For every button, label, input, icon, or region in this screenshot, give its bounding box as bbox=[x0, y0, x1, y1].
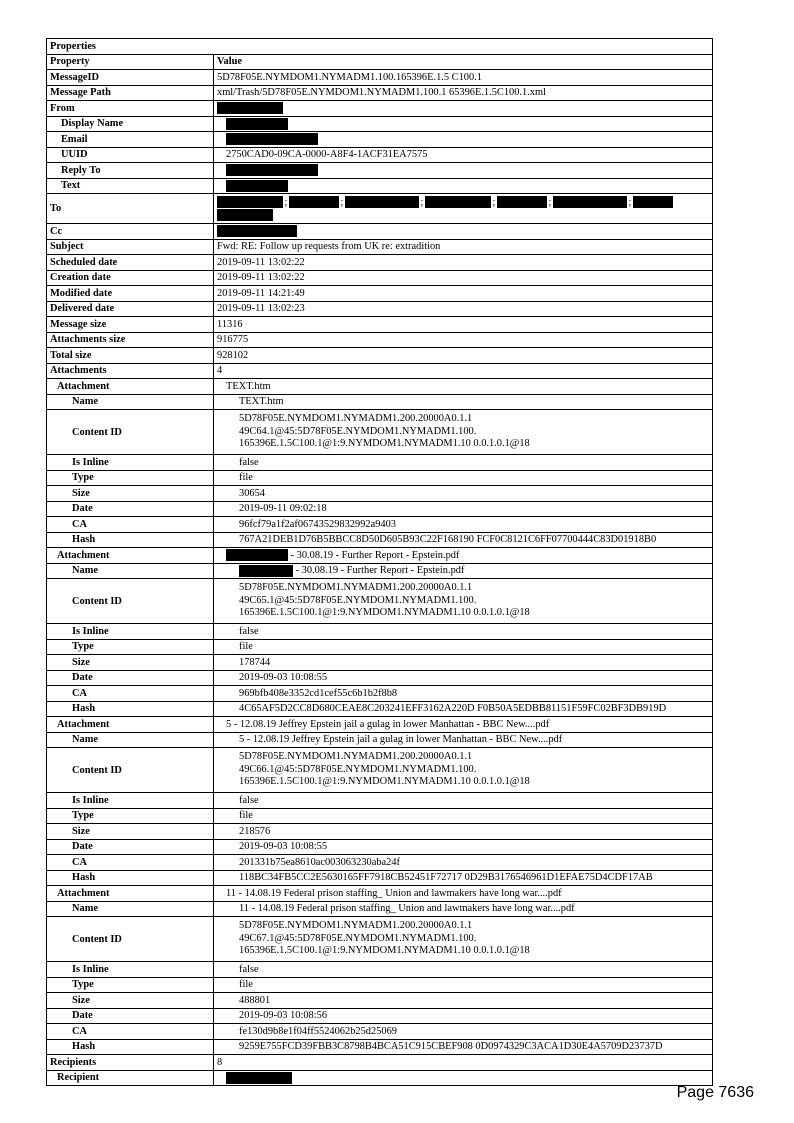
row-label: Content ID bbox=[47, 917, 214, 962]
table-row bbox=[47, 839, 713, 855]
redaction-block bbox=[226, 180, 288, 192]
row-label: Is Inline bbox=[47, 455, 214, 471]
table-row bbox=[47, 286, 713, 302]
redaction-block bbox=[633, 196, 673, 208]
row-label: Size bbox=[47, 655, 214, 671]
message-path-value: xml/Trash/5D78F05E.NYMDOM1.NYMADM1.100.1 65396E.1.5C100.1.xml bbox=[214, 85, 713, 101]
table-row bbox=[47, 901, 713, 917]
separator: ; bbox=[548, 196, 552, 208]
redaction-block bbox=[289, 196, 339, 208]
row-label: Is Inline bbox=[47, 962, 214, 978]
value-column-header: Value bbox=[214, 54, 713, 70]
row-label: Type bbox=[47, 808, 214, 824]
separator: ; bbox=[420, 196, 424, 208]
row-label: Display Name bbox=[47, 116, 214, 132]
redaction-block bbox=[226, 549, 288, 561]
attachment-name-value: 11 - 14.08.19 Federal prison staffing_ Union and lawmakers have long war....pdf bbox=[214, 901, 713, 917]
row-label: Size bbox=[47, 486, 214, 502]
redaction-block bbox=[553, 196, 627, 208]
table-row bbox=[47, 563, 713, 579]
row-label: Content ID bbox=[47, 579, 214, 624]
row-label: UUID bbox=[47, 147, 214, 163]
row-label: Hash bbox=[47, 870, 214, 886]
table-row bbox=[47, 977, 713, 993]
content-id-line: 165396E.1.5C100.1@1:9.NYMDOM1.NYMADM1.10 0.0.1.0.1@18 bbox=[239, 438, 530, 450]
message-size-value: 11316 bbox=[214, 317, 713, 333]
row-label: Date bbox=[47, 1008, 214, 1024]
redaction-block bbox=[226, 1072, 292, 1084]
date-value: 2019-09-03 10:08:55 bbox=[214, 839, 713, 855]
from-value bbox=[214, 101, 713, 117]
table-row bbox=[47, 748, 713, 793]
redaction-block bbox=[497, 196, 547, 208]
row-label: From bbox=[47, 101, 214, 117]
table-row bbox=[47, 270, 713, 286]
table-row bbox=[47, 824, 713, 840]
recipients-count-value: 8 bbox=[214, 1055, 713, 1071]
row-label: Email bbox=[47, 132, 214, 148]
table-row bbox=[47, 70, 713, 86]
redaction-block bbox=[217, 209, 273, 221]
is-inline-value: false bbox=[214, 793, 713, 809]
to-value bbox=[214, 194, 713, 224]
table-row bbox=[47, 394, 713, 410]
row-label: Recipient bbox=[47, 1070, 214, 1086]
table-row bbox=[47, 670, 713, 686]
content-id-line: 165396E.1.5C100.1@1:9.NYMDOM1.NYMADM1.10 0.0.1.0.1@18 bbox=[239, 776, 530, 788]
table-row bbox=[47, 855, 713, 871]
table-row bbox=[47, 332, 713, 348]
table-row bbox=[47, 116, 713, 132]
row-label: To bbox=[47, 194, 214, 224]
table-row bbox=[47, 962, 713, 978]
row-label: CA bbox=[47, 517, 214, 533]
table-row bbox=[47, 101, 713, 117]
attachment-name-value: 5 - 12.08.19 Jeffrey Epstein jail a gulag in lower Manhattan - BBC New....pdf bbox=[214, 732, 713, 748]
redaction-block bbox=[226, 133, 318, 145]
row-label: Recipients bbox=[47, 1055, 214, 1071]
row-label: Attachments size bbox=[47, 332, 214, 348]
redaction-block bbox=[226, 164, 318, 176]
recipient-value bbox=[214, 1070, 713, 1086]
table-row bbox=[47, 224, 713, 240]
row-label: Content ID bbox=[47, 410, 214, 455]
table-row bbox=[47, 579, 713, 624]
row-label: Creation date bbox=[47, 270, 214, 286]
is-inline-value: false bbox=[214, 624, 713, 640]
attachment-title-value: TEXT.htm bbox=[214, 379, 713, 395]
table-row bbox=[47, 1039, 713, 1055]
table-row bbox=[47, 1008, 713, 1024]
content-id-line: 5D78F05E.NYMDOM1.NYMADM1.200.20000A0.1.1 bbox=[239, 582, 473, 594]
display-name-value bbox=[214, 116, 713, 132]
row-label: Is Inline bbox=[47, 793, 214, 809]
row-label: Name bbox=[47, 732, 214, 748]
delivered-date-value: 2019-09-11 13:02:23 bbox=[214, 301, 713, 317]
properties-table bbox=[46, 38, 713, 1086]
row-label: Name bbox=[47, 394, 214, 410]
table-row bbox=[47, 132, 713, 148]
redaction-block bbox=[345, 196, 419, 208]
row-label: Date bbox=[47, 501, 214, 517]
table-row bbox=[47, 870, 713, 886]
content-id-line: 165396E.1.5C100.1@1:9.NYMDOM1.NYMADM1.10 0.0.1.0.1@18 bbox=[239, 945, 530, 957]
table-row bbox=[47, 486, 713, 502]
redaction-block bbox=[239, 565, 293, 577]
table-row bbox=[47, 517, 713, 533]
table-row bbox=[47, 301, 713, 317]
modified-date-value: 2019-09-11 14:21:49 bbox=[214, 286, 713, 302]
table-row bbox=[47, 178, 713, 194]
content-id-line: 49C66.1@45:5D78F05E.NYMDOM1.NYMADM1.100. bbox=[239, 763, 477, 775]
separator: ; bbox=[340, 196, 344, 208]
table-title-row bbox=[47, 39, 713, 55]
row-label: Modified date bbox=[47, 286, 214, 302]
scheduled-date-value: 2019-09-11 13:02:22 bbox=[214, 255, 713, 271]
ca-value: fe130d9b8e1f04ff5524062b25d25069 bbox=[214, 1024, 713, 1040]
row-label: Attachment bbox=[47, 548, 214, 564]
row-label: Type bbox=[47, 977, 214, 993]
row-label: CA bbox=[47, 686, 214, 702]
attachment-name-value: TEXT.htm bbox=[214, 394, 713, 410]
attachment-title-value: 5 - 12.08.19 Jeffrey Epstein jail a gulag in lower Manhattan - BBC New....pdf bbox=[214, 717, 713, 733]
row-label: Date bbox=[47, 839, 214, 855]
size-value: 178744 bbox=[214, 655, 713, 671]
table-row bbox=[47, 348, 713, 364]
row-label: Hash bbox=[47, 532, 214, 548]
row-label: Attachment bbox=[47, 379, 214, 395]
date-value: 2019-09-03 10:08:55 bbox=[214, 670, 713, 686]
table-row bbox=[47, 655, 713, 671]
content-id-line: 165396E.1.5C100.1@1:9.NYMDOM1.NYMADM1.10 0.0.1.0.1@18 bbox=[239, 607, 530, 619]
content-id-line: 5D78F05E.NYMDOM1.NYMADM1.200.20000A0.1.1 bbox=[239, 413, 473, 425]
row-label: Attachment bbox=[47, 717, 214, 733]
table-title: Properties bbox=[47, 39, 713, 55]
table-row bbox=[47, 470, 713, 486]
row-label: Hash bbox=[47, 1039, 214, 1055]
table-row bbox=[47, 239, 713, 255]
table-row bbox=[47, 993, 713, 1009]
table-row bbox=[47, 1024, 713, 1040]
hash-value: 9259E755FCD39FBB3C8798B4BCA51C915CBEF908 0D0974329C3ACA1D30E4A5709D23737D bbox=[214, 1039, 713, 1055]
redaction-block bbox=[217, 196, 283, 208]
column-header-row bbox=[47, 54, 713, 70]
ca-value: 969bfb408e3352cd1cef55c6b1b2f8b8 bbox=[214, 686, 713, 702]
table-row bbox=[47, 548, 713, 564]
row-label: Text bbox=[47, 178, 214, 194]
row-label: Content ID bbox=[47, 748, 214, 793]
content-id-line: 49C65.1@45:5D78F05E.NYMDOM1.NYMADM1.100. bbox=[239, 594, 477, 606]
table-row bbox=[47, 363, 713, 379]
property-column-header: Property bbox=[47, 54, 214, 70]
row-label: Date bbox=[47, 670, 214, 686]
date-value: 2019-09-03 10:08:56 bbox=[214, 1008, 713, 1024]
table-row bbox=[47, 501, 713, 517]
type-value: file bbox=[214, 639, 713, 655]
separator: ; bbox=[492, 196, 496, 208]
ca-value: 96fcf79a1f2af06743529832992a9403 bbox=[214, 517, 713, 533]
row-label: Scheduled date bbox=[47, 255, 214, 271]
table-row bbox=[47, 147, 713, 163]
table-row bbox=[47, 317, 713, 333]
content-id-line: 49C64.1@45:5D78F05E.NYMDOM1.NYMADM1.100. bbox=[239, 425, 477, 437]
content-id-value bbox=[214, 579, 713, 624]
total-size-value: 928102 bbox=[214, 348, 713, 364]
email-value bbox=[214, 132, 713, 148]
table-row bbox=[47, 917, 713, 962]
separator: ; bbox=[628, 196, 632, 208]
row-label: Cc bbox=[47, 224, 214, 240]
table-row bbox=[47, 701, 713, 717]
row-label: Name bbox=[47, 901, 214, 917]
attachments-size-value: 916775 bbox=[214, 332, 713, 348]
row-label: Delivered date bbox=[47, 301, 214, 317]
content-id-value bbox=[214, 748, 713, 793]
row-label: Message size bbox=[47, 317, 214, 333]
attachment-name-text: - 30.08.19 - Further Report - Epstein.pdf bbox=[293, 565, 465, 577]
redaction-block bbox=[425, 196, 491, 208]
table-row bbox=[47, 455, 713, 471]
table-row bbox=[47, 886, 713, 902]
size-value: 488801 bbox=[214, 993, 713, 1009]
page-number: Page 7636 bbox=[676, 1084, 754, 1101]
row-label: Message Path bbox=[47, 85, 214, 101]
date-value: 2019-09-11 09:02:18 bbox=[214, 501, 713, 517]
separator: ; bbox=[284, 196, 288, 208]
attachment-name-value bbox=[214, 563, 713, 579]
size-value: 30654 bbox=[214, 486, 713, 502]
table-row bbox=[47, 85, 713, 101]
row-label: Subject bbox=[47, 239, 214, 255]
content-id-value bbox=[214, 917, 713, 962]
table-row bbox=[47, 793, 713, 809]
attachment-title-value: 11 - 14.08.19 Federal prison staffing_ Union and lawmakers have long war....pdf bbox=[214, 886, 713, 902]
content-id-line: 49C67.1@45:5D78F05E.NYMDOM1.NYMADM1.100. bbox=[239, 932, 477, 944]
attachment-title-value bbox=[214, 548, 713, 564]
table-row bbox=[47, 194, 713, 224]
table-row bbox=[47, 732, 713, 748]
content-id-line: 5D78F05E.NYMDOM1.NYMADM1.200.20000A0.1.1 bbox=[239, 751, 473, 763]
row-label: CA bbox=[47, 855, 214, 871]
reply-to-value bbox=[214, 163, 713, 179]
redaction-block bbox=[226, 118, 288, 130]
row-label: Hash bbox=[47, 701, 214, 717]
message-id-value: 5D78F05E.NYMDOM1.NYMADM1.100.165396E.1.5 C100.1 bbox=[214, 70, 713, 86]
attachments-count-value: 4 bbox=[214, 363, 713, 379]
redaction-block bbox=[217, 225, 297, 237]
row-label: Size bbox=[47, 824, 214, 840]
row-label: Is Inline bbox=[47, 624, 214, 640]
row-label: MessageID bbox=[47, 70, 214, 86]
type-value: file bbox=[214, 470, 713, 486]
table-row bbox=[47, 255, 713, 271]
row-label: Name bbox=[47, 563, 214, 579]
uuid-value: 2750CAD0-09CA-0000-A8F4-1ACF31EA7575 bbox=[214, 147, 713, 163]
size-value: 218576 bbox=[214, 824, 713, 840]
cc-value bbox=[214, 224, 713, 240]
creation-date-value: 2019-09-11 13:02:22 bbox=[214, 270, 713, 286]
table-row bbox=[47, 532, 713, 548]
hash-value: 767A21DEB1D76B5BBCC8D50D605B93C22F168190 FCF0C8121C6FF07700444C83D01918B0 bbox=[214, 532, 713, 548]
row-label: Reply To bbox=[47, 163, 214, 179]
type-value: file bbox=[214, 977, 713, 993]
attachment-title-text: - 30.08.19 - Further Report - Epstein.pdf bbox=[288, 549, 460, 561]
table-row bbox=[47, 1070, 713, 1086]
row-label: Attachments bbox=[47, 363, 214, 379]
row-label: Type bbox=[47, 639, 214, 655]
row-label: Attachment bbox=[47, 886, 214, 902]
is-inline-value: false bbox=[214, 962, 713, 978]
type-value: file bbox=[214, 808, 713, 824]
row-label: Total size bbox=[47, 348, 214, 364]
is-inline-value: false bbox=[214, 455, 713, 471]
row-label: Type bbox=[47, 470, 214, 486]
ca-value: 201331b75ea8610ac003063230aba24f bbox=[214, 855, 713, 871]
row-label: CA bbox=[47, 1024, 214, 1040]
content-id-line: 5D78F05E.NYMDOM1.NYMADM1.200.20000A0.1.1 bbox=[239, 920, 473, 932]
row-label: Size bbox=[47, 993, 214, 1009]
redaction-block bbox=[217, 102, 283, 114]
table-row bbox=[47, 624, 713, 640]
table-row bbox=[47, 410, 713, 455]
table-row bbox=[47, 717, 713, 733]
table-row bbox=[47, 379, 713, 395]
table-row bbox=[47, 1055, 713, 1071]
table-row bbox=[47, 686, 713, 702]
hash-value: 118BC34FB5CC2E5630165FF7918CB52451F72717 0D29B3176546961D1EFAE75D4CDF17AB bbox=[214, 870, 713, 886]
text-value bbox=[214, 178, 713, 194]
hash-value: 4C65AF5D2CC8D680CEAE8C203241EFF3162A220D F0B50A5EDBB81151F59FC02BF3DB919D bbox=[214, 701, 713, 717]
table-row bbox=[47, 639, 713, 655]
table-row bbox=[47, 163, 713, 179]
subject-value: Fwd: RE: Follow up requests from UK re: extradition bbox=[214, 239, 713, 255]
table-row bbox=[47, 808, 713, 824]
content-id-value bbox=[214, 410, 713, 455]
